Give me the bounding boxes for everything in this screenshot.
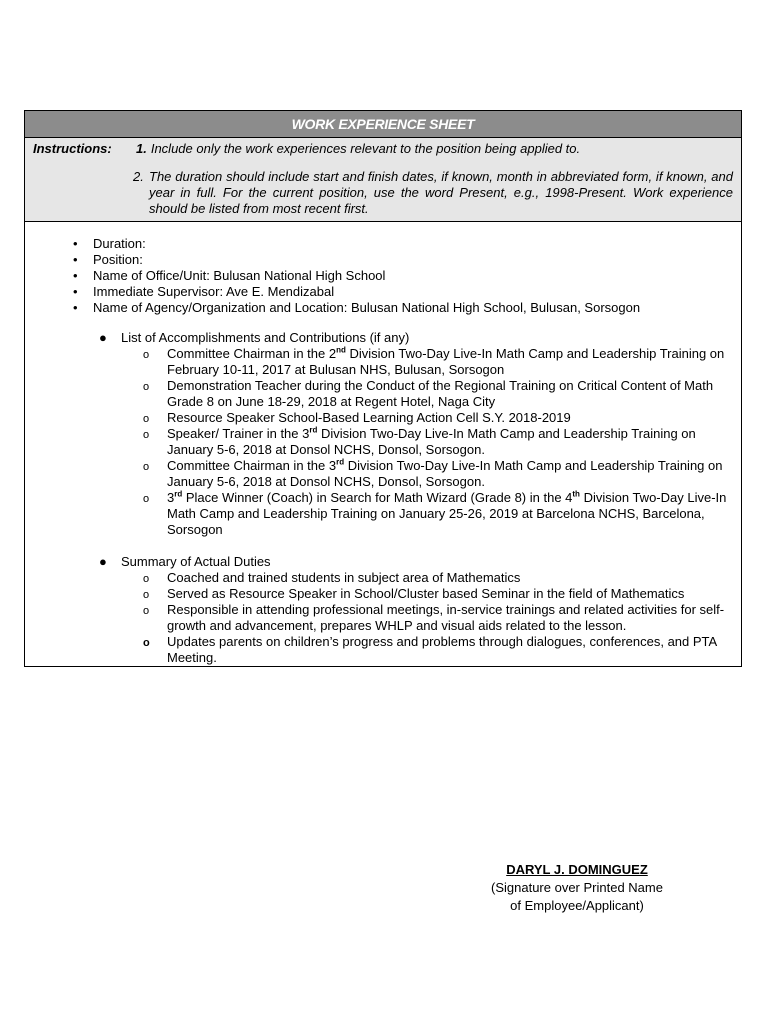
circle-bullet-icon: o (143, 381, 150, 393)
instructions-label: Instructions: (33, 141, 112, 156)
instruction-2-text: The duration should include start and finish dates, if known, month in abbreviated form, if known, and year in full. For the current position, use the word Present, e.g., 1998-Present. Work experience should be listed from most recent first. (149, 169, 733, 216)
bullet-icon: ● (99, 554, 107, 569)
circle-bullet-icon: o (143, 589, 150, 601)
list-item: o Resource Speaker School-Based Learning Action Cell S.Y. 2018-2019 (143, 410, 571, 425)
work-experience-sheet (24, 110, 742, 667)
list-item: o Committee Chairman in the 2nd Division Two-Day Live-In Math Camp and Leadership Training on February 10-11, 2017 at Bulusan NHS, Bulusan, Sorsogon (143, 345, 725, 377)
signature-block (474, 861, 680, 915)
circle-bullet-icon: o (143, 605, 150, 617)
signature-caption-line-2: of Employee/Applicant) (510, 898, 644, 913)
circle-bullet-icon: o (143, 413, 150, 425)
office-item: • Name of Office/Unit: Bulusan National High School (93, 268, 733, 284)
circle-bullet-icon: o (143, 573, 150, 585)
accomplishments-heading: List of Accomplishments and Contributions (if any) (121, 330, 410, 345)
duration-item: • Duration: (93, 236, 733, 252)
instruction-1-text: Include only the work experiences relevant to the position being applied to. (150, 141, 581, 156)
circle-bullet-icon: o (143, 349, 150, 361)
duties-section (99, 554, 733, 666)
duties-heading: Summary of Actual Duties (121, 554, 271, 569)
instruction-1-number: 1. (136, 141, 147, 156)
circle-bullet-icon: o (143, 429, 150, 441)
list-item: o Updates parents on children’s progress and problems through dialogues, conferences, and PTA Meeting. (143, 634, 717, 665)
list-item: o Committee Chairman in the 3rd Division Two-Day Live-In Math Camp and Leadership Training on January 5-6, 2018 at Donsol NCHS, Donsol, Sorsogon. (143, 457, 723, 489)
details-list (25, 236, 733, 316)
position-item: • Position: (93, 252, 733, 268)
accomplishments-section (99, 330, 733, 538)
duties-list (121, 570, 733, 666)
circle-bullet-icon: o (143, 637, 150, 649)
list-item: o Coached and trained students in subject area of Mathematics (143, 570, 521, 585)
list-item: o Speaker/ Trainer in the 3rd Division Two-Day Live-In Math Camp and Leadership Training on January 5-6, 2018 at Donsol NCHS, Donsol, Sorsogon. (143, 425, 696, 457)
signature-caption-line-1: (Signature over Printed Name (491, 880, 663, 895)
circle-bullet-icon: o (143, 461, 150, 473)
experience-body (25, 222, 741, 666)
circle-bullet-icon: o (143, 493, 150, 505)
list-item: o Demonstration Teacher during the Conduct of the Regional Training on Critical Content of Math Grade 8 on June 18-29, 2018 at Regent Hotel, Naga City (143, 378, 714, 409)
list-item: o 3rd Place Winner (Coach) in Search for Math Wizard (Grade 8) in the 4th Division Two-Day Live-In Math Camp and Leadership Training on January 25-26, 2019 at Barcelona NCHS, Barcelona, Sorsogon (143, 489, 727, 537)
sheet-title: WORK EXPERIENCE SHEET (25, 111, 741, 138)
accomplishments-list (121, 346, 733, 538)
bullet-icon: ● (99, 330, 107, 345)
instruction-2-number: 2. (133, 169, 144, 184)
supervisor-item: • Immediate Supervisor: Ave E. Mendizabal (93, 284, 733, 300)
list-item: o Served as Resource Speaker in School/Cluster based Seminar in the field of Mathematics (143, 586, 685, 601)
instructions-box (25, 138, 741, 222)
list-item: o Responsible in attending professional meetings, in-service trainings and related activities for self-growth and advancement, prepares WHLP and visual aids related to the lesson. (143, 602, 725, 633)
signatory-name: DARYL J. DOMINGUEZ (506, 862, 648, 877)
agency-item: • Name of Agency/Organization and Location: Bulusan National High School, Bulusan, Sorsogon (93, 300, 733, 316)
